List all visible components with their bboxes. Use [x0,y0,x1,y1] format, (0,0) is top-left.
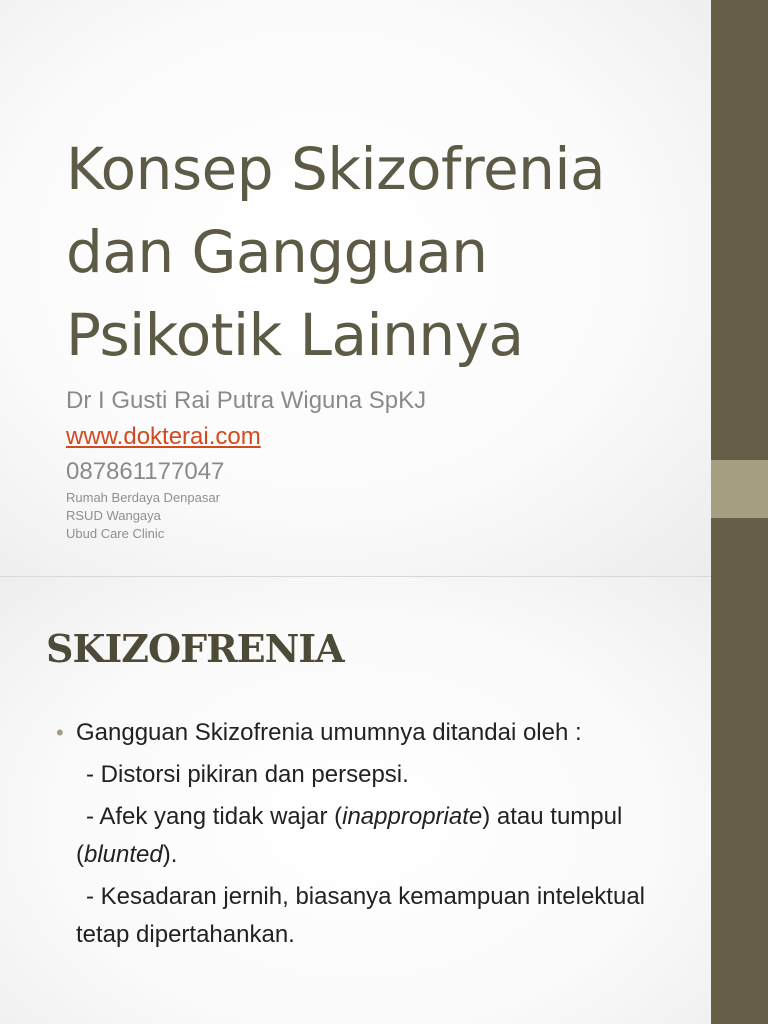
affiliation-item: Ubud Care Clinic [66,526,165,541]
bullet-item [56,714,716,752]
bullet-icon: • [56,720,64,745]
sub-item-distortion [56,756,716,794]
sub-item-text: tetap dipertahankan. [76,921,295,948]
sub-item-text: - Kesadaran jernih, biasanya kemampuan intelektual [86,883,645,910]
sub-item-emphasis: inappropriate [342,803,483,830]
website-link[interactable]: www.dokterai.com [66,423,261,450]
sub-item-emphasis: blunted [84,841,163,868]
sub-item-text: - Afek yang tidak wajar ( [86,803,343,830]
sub-item-affect [56,798,716,874]
sub-item-text: ) atau tumpul [482,803,623,830]
sidebar-accent-block [711,460,768,518]
slide-body [56,714,716,954]
presentation-title [66,128,696,377]
bullet-text: Gangguan Skizofrenia umumnya ditandai oleh : [76,719,582,746]
affiliation-item: Rumah Berdaya Denpasar [66,490,220,505]
title-line-2: dan Gangguan [66,218,488,286]
sub-item-consciousness [56,878,716,954]
sub-item-text: ( [76,841,84,868]
affiliations-list [66,489,220,543]
sub-item-text: ). [162,841,178,868]
author-name: Dr I Gusti Rai Putra Wiguna SpKJ [66,387,427,414]
affiliation-item: RSUD Wangaya [66,508,161,523]
sub-item-text: - Distorsi pikiran dan persepsi. [86,761,409,788]
title-line-3: Psikotik Lainnya [66,301,524,369]
phone-number: 087861177047 [66,458,225,485]
title-line-1: Konsep Skizofrenia [66,135,606,203]
slide-heading: SKIZOFRENIA [46,626,344,671]
